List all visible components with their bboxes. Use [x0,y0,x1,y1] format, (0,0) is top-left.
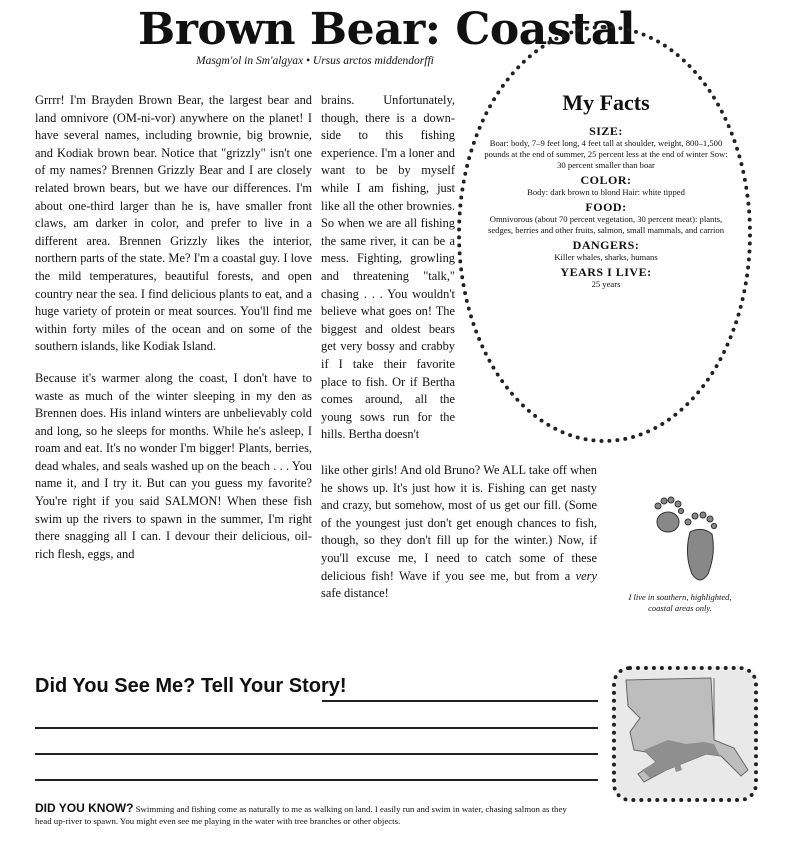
writing-line[interactable] [35,779,598,781]
bear-paw-print-icon [650,492,720,587]
story-column-right-wide [321,462,597,617]
fact-label: YEARS I LIVE: [560,265,652,279]
fact-label: SIZE: [589,124,623,138]
fact-value: 25 years [591,279,621,289]
story-emphasis: very [575,568,597,583]
fact-value: Omnivorous (about 70 percent vegetation, 30 percent meat): plants, sedges, berries and other fruits, salmon, small mammals, and carrion [487,214,725,235]
story-paragraph: brains. Unfortunately, though, there is a down-side to this fishing experience. I'm a loner and want to be by myself while I am fishing, just like all the other brownies. So when we are all fishing the same river, it can be a mess. Fighting, growling and threatening "talk," chasing . . . You wouldn't believe what goes on! The biggest and oldest bears get very bossy and crabby if I take their favorite place to fish. Or if Bertha comes around, all the young sows run for the hills. Bertha doesn't [321,93,455,442]
story-text: like other girls! And old Bruno? We ALL take off when he shows up. It's just how it is. Fishing can get nasty and crazy, but somehow, most of us get our fill. (Some of the youngest just don't get enough chances to fish, though, so they don't fill up for the winter.) Now, if you'll excuse me, I need to catch some of these delicious fish! Wave if you see me, but from a [321,463,597,583]
fact-value: Body: dark brown to blond Hair: white tipped [527,187,685,197]
fact-label: FOOD: [585,200,627,214]
range-note: I live in southern, highlighted, coastal areas only. [628,592,732,613]
story-column-left [35,92,312,577]
fact-value: Killer whales, sharks, humans [554,252,658,262]
writing-line[interactable] [35,753,598,755]
writing-line[interactable] [322,700,598,702]
story-prompt: Did You See Me? Tell Your Story! [35,675,347,697]
did-you-know-label: DID YOU KNOW? [35,801,134,815]
fact-label: DANGERS: [572,238,640,252]
story-text: safe distance! [321,586,389,601]
page-subtitle: Masgm'ol in Sm'algyax • Ursus arctos middendorffi [196,55,434,67]
story-column-right-narrow [321,92,455,458]
story-paragraph: Grrrr! I'm Brayden Brown Bear, the largest bear and land omnivore (OM-ni-vor) anywhere on the planet! I have several names, including brownie, big brownie, and Kodiak brown bear. Notice that "grizzly" isn't one of my names? Brennen Grizzly Bear and I are closely related brown bears, but we have our differences. I'm about one-third larger than he is, have smaller front claws, am darker in color, and prefer to live in a different area. Brennen Grizzly likes the interior, northern parts of the state. Me? I'm a coastal guy. I love the mild temperatures, beautiful forests, and open country near the sea. I find delicious plants to eat, and a huge variety of protein or meat sources. You'll find me within forty miles of the ocean and on some of the southern islands, like Kodiak Island. [35,93,312,354]
range-map [612,666,758,802]
did-you-know-text: Swimming and fishing come as naturally to me as walking on land. I easily run and swim in water, chasing salmon as they head up-river to spawn. You might even see me playing in the water with tree branches or other objects. [35,804,567,826]
page-title: Brown Bear: Coastal [138,4,636,55]
story-paragraph [321,462,597,603]
did-you-know [35,802,575,827]
fact-label: COLOR: [580,173,632,187]
story-paragraph: Because it's warmer along the coast, I don't have to waste as much of the winter sleeping in my den as Brennen does. His inland winters are unbelievably cold and long, so he sleeps for months. While he's asleep, I roam and eat. It's no wonder I'm bigger! Plants, berries, dead whales, and seals washed up on the beach . . . You name it, and I try it. But can you guess my favorite? You're right if you said SALMON! When these fish swim up the rivers to spawn in the summer, I'm right there snagging all I can. I devour their delicious, oil-rich flesh, eggs, and [35,370,312,561]
facts-title: My Facts [562,90,650,115]
writing-line[interactable] [35,727,598,729]
facts-panel [482,90,730,292]
fact-value: Boar: body, 7–9 feet long, 4 feet tall at shoulder, weight, 800–1,500 pounds at the end of summer, 25 percent less at the end of winter Sow: 30 percent smaller than boar [484,138,728,170]
alaska-map [616,670,754,798]
